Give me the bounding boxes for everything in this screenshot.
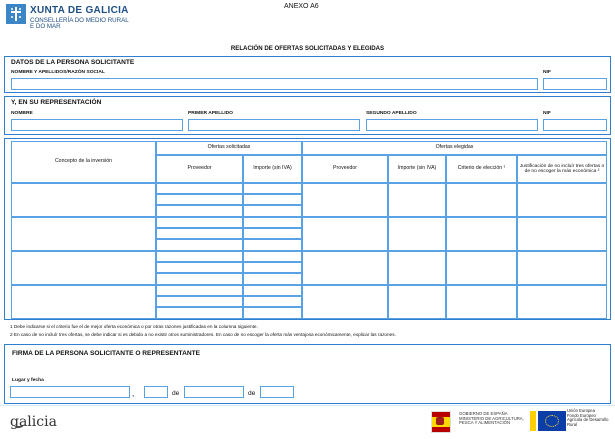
provider-header-2: Proveedor bbox=[333, 165, 357, 172]
eu-flag-icon bbox=[538, 411, 566, 431]
ministry-accent-bar bbox=[530, 411, 536, 431]
table-cell[interactable] bbox=[156, 205, 243, 217]
table-cell[interactable] bbox=[302, 183, 388, 217]
place-field[interactable] bbox=[10, 386, 130, 398]
table-cell[interactable] bbox=[446, 183, 517, 217]
day-field[interactable] bbox=[144, 386, 168, 398]
table-cell[interactable] bbox=[302, 285, 388, 319]
offers-table bbox=[4, 138, 611, 320]
table-cell[interactable] bbox=[517, 217, 607, 251]
table-cell[interactable] bbox=[517, 183, 607, 217]
rep-first-surname-label: PRIMER APELLIDO bbox=[188, 111, 233, 116]
table-cell[interactable] bbox=[302, 251, 388, 285]
footer-logos bbox=[425, 408, 612, 436]
table-cell[interactable] bbox=[388, 285, 446, 319]
table-cell[interactable] bbox=[243, 273, 302, 285]
table-cell[interactable] bbox=[446, 251, 517, 285]
table-cell[interactable] bbox=[388, 183, 446, 217]
form-title: RELACIÓN DE OFERTAS SOLICITADAS Y ELEGIDAS bbox=[230, 45, 385, 52]
table-cell[interactable] bbox=[302, 217, 388, 251]
table-row[interactable] bbox=[11, 217, 156, 251]
table-cell[interactable] bbox=[156, 285, 243, 296]
brand-title: XUNTA DE GALICIA bbox=[30, 5, 129, 16]
place-date-label: Lugar y fecha bbox=[12, 378, 44, 383]
table-row[interactable] bbox=[11, 183, 156, 217]
de-label-2: de bbox=[248, 390, 256, 397]
table-cell[interactable] bbox=[388, 251, 446, 285]
table-cell[interactable] bbox=[243, 217, 302, 228]
rep-nif-field[interactable] bbox=[543, 119, 607, 131]
department-line-2: E DO MAR bbox=[30, 23, 61, 31]
amount-header: Importe (sin IVA) bbox=[253, 165, 292, 172]
representation-section-title: Y, EN SU REPRESENTACIÓN bbox=[11, 99, 102, 106]
eu-subtitle: Fondo Europeo Agrícola de Desarrollo Rural bbox=[567, 412, 609, 427]
provider-header: Proveedor bbox=[187, 165, 212, 172]
table-cell[interactable] bbox=[243, 239, 302, 251]
rep-name-field[interactable] bbox=[11, 119, 183, 131]
table-cell[interactable] bbox=[243, 194, 302, 205]
table-cell[interactable] bbox=[156, 262, 243, 273]
table-cell[interactable] bbox=[156, 251, 243, 262]
concept-header: Concepto de la inversión bbox=[54, 158, 113, 165]
table-cell[interactable] bbox=[243, 183, 302, 194]
coat-of-arms-icon bbox=[436, 417, 444, 425]
applicant-name-field[interactable] bbox=[11, 78, 538, 90]
department-line-1: CONSELLERÍA DO MEDIO RURAL bbox=[30, 17, 129, 24]
de-label-1: de bbox=[172, 390, 180, 397]
rep-nif-label: NIF bbox=[543, 111, 551, 116]
table-cell[interactable] bbox=[156, 239, 243, 251]
chosen-group-header: Ofertas elegidas bbox=[435, 144, 474, 151]
representation-section bbox=[4, 96, 611, 135]
department-name bbox=[30, 18, 129, 30]
table-cell[interactable] bbox=[156, 194, 243, 205]
table-cell[interactable] bbox=[243, 228, 302, 239]
table-cell[interactable] bbox=[243, 296, 302, 307]
table-cell[interactable] bbox=[156, 273, 243, 285]
amount-header-2: Importe (sin IVA) bbox=[397, 165, 437, 172]
rep-second-surname-field[interactable] bbox=[366, 119, 538, 131]
applicant-nif-label: NIF bbox=[543, 70, 551, 75]
table-cell[interactable] bbox=[156, 228, 243, 239]
applicant-name-label: NOMBRE Y APELLIDOS/RAZÓN SOCIAL bbox=[11, 70, 105, 75]
signature-title: FIRMA DE LA PERSONA SOLICITANTE O REPRESENTANTE bbox=[12, 350, 201, 357]
table-cell[interactable] bbox=[156, 307, 243, 319]
galicia-logo-text: galicia bbox=[10, 414, 57, 430]
table-cell[interactable] bbox=[243, 307, 302, 319]
table-cell[interactable] bbox=[243, 262, 302, 273]
ministry-text: GOBIERNO DE ESPAÑA MINISTERIO DE AGRICULTURA, PESCA Y ALIMENTACIÓN bbox=[459, 411, 524, 425]
eu-text bbox=[567, 409, 611, 433]
rep-second-surname-label: SEGUNDO APELLIDO bbox=[366, 111, 417, 116]
eu-title: Unión Europea bbox=[567, 408, 595, 413]
applicant-nif-field[interactable] bbox=[543, 78, 607, 90]
year-field[interactable] bbox=[260, 386, 294, 398]
table-cell[interactable] bbox=[156, 296, 243, 307]
table-cell[interactable] bbox=[517, 285, 607, 319]
table-cell[interactable] bbox=[446, 285, 517, 319]
table-cell[interactable] bbox=[243, 285, 302, 296]
justification-header: Justificación de no incluír tres ofertas o de no escoger la más económica ² bbox=[519, 163, 605, 174]
note-1: 1 Debe indicarse si el criterio fue el de mejor oferta económica o por otras razones justificadas en la columna siguiente. bbox=[10, 324, 258, 329]
applicant-section-title: DATOS DE LA PERSONA SOLICITANTE bbox=[11, 59, 135, 66]
table-row[interactable] bbox=[11, 285, 156, 319]
criterion-header: Criterio de elección ¹ bbox=[457, 165, 506, 172]
table-cell[interactable] bbox=[243, 251, 302, 262]
table-row[interactable] bbox=[11, 251, 156, 285]
table-cell[interactable] bbox=[243, 205, 302, 217]
comma-separator: , bbox=[132, 389, 135, 398]
table-cell[interactable] bbox=[156, 217, 243, 228]
rep-name-label: NOMBRE bbox=[11, 111, 33, 116]
table-cell[interactable] bbox=[517, 251, 607, 285]
table-cell[interactable] bbox=[446, 217, 517, 251]
table-cell[interactable] bbox=[156, 183, 243, 194]
applicant-section bbox=[4, 56, 611, 93]
note-2: 2 En caso de no incluír tres ofertas, se debe indicar si es debido a no existir otros suministradores. En caso de no escoger la oferta más ventajosa económicamente, explicar las razones. bbox=[10, 332, 396, 337]
galicia-cross-icon bbox=[6, 4, 26, 24]
rep-first-surname-field[interactable] bbox=[188, 119, 360, 131]
month-field[interactable] bbox=[184, 386, 244, 398]
table-cell[interactable] bbox=[388, 217, 446, 251]
annex-title: ANEXO A6 bbox=[284, 3, 319, 10]
header-logo bbox=[6, 4, 216, 34]
eu-stars-icon bbox=[545, 415, 559, 427]
requested-group-header: Ofertas solicitadas bbox=[207, 144, 251, 151]
footer-divider bbox=[0, 405, 615, 406]
